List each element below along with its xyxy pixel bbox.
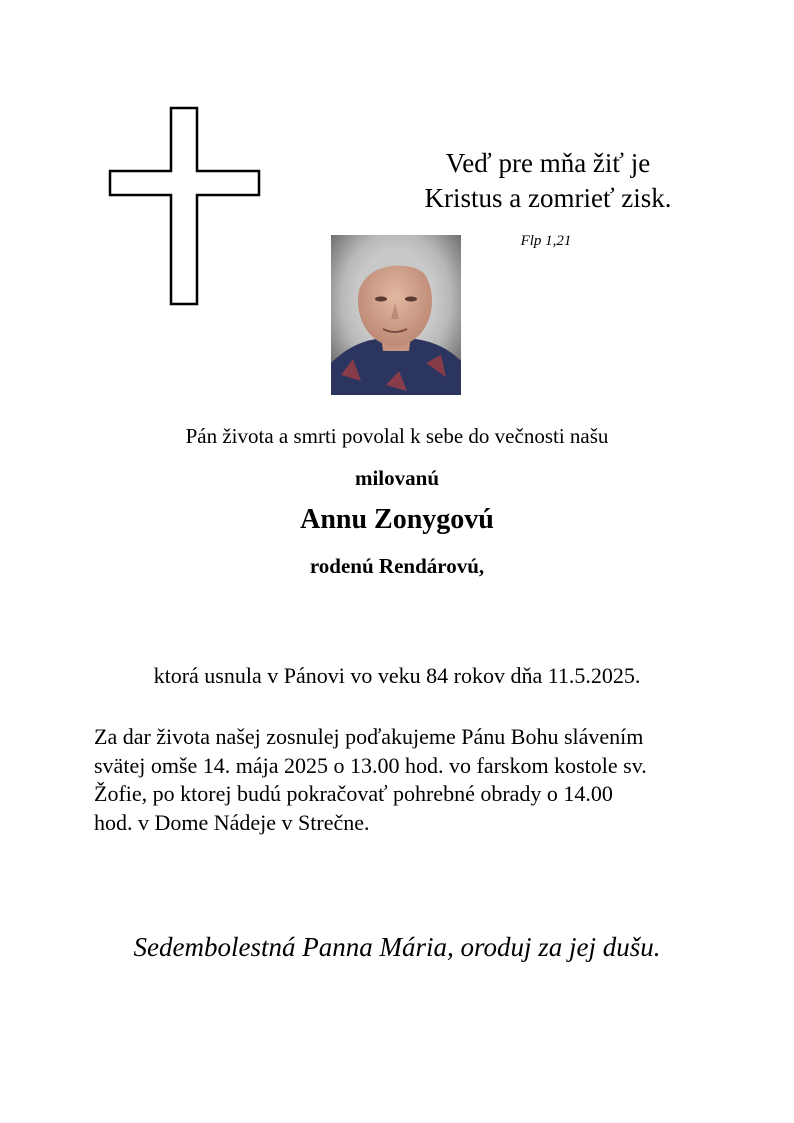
funeral-line: hod. v Dome Nádeje v Strečne. <box>94 809 370 835</box>
death-notice: ktorá usnula v Pánovi vo veku 84 rokov dňa 11.5.2025. <box>153 663 641 688</box>
funeral-line: svätej omše 14. mája 2025 o 13.00 hod. vo farskom kostole sv. <box>94 752 647 778</box>
maiden-name: rodenú Rendárovú, <box>309 554 485 578</box>
funeral-line: Za dar života našej zosnulej poďakujeme Pánu Bohu slávením <box>94 724 644 749</box>
cross-icon <box>108 106 261 306</box>
deceased-name: Annu Zonygovú <box>300 504 494 535</box>
quote-line: Kristus a zomrieť zisk. <box>424 183 672 213</box>
portrait-photo <box>331 235 461 395</box>
intro-text: Pán života a smrti povolal k sebe do večnosti našu <box>185 424 609 448</box>
funeral-line: Žofie, po ktorej budú pokračovať pohrebné obrady o 14.00 <box>94 781 613 806</box>
quote-line: Veď pre mňa žiť je <box>445 148 651 178</box>
funeral-details <box>94 723 734 837</box>
closing-prayer: Sedembolestná Panna Mária, oroduj za jej dušu. <box>133 932 661 962</box>
quote-reference: Flp 1,21 <box>520 233 572 249</box>
beloved-text: milovanú <box>354 466 440 490</box>
bible-quote <box>398 146 698 216</box>
